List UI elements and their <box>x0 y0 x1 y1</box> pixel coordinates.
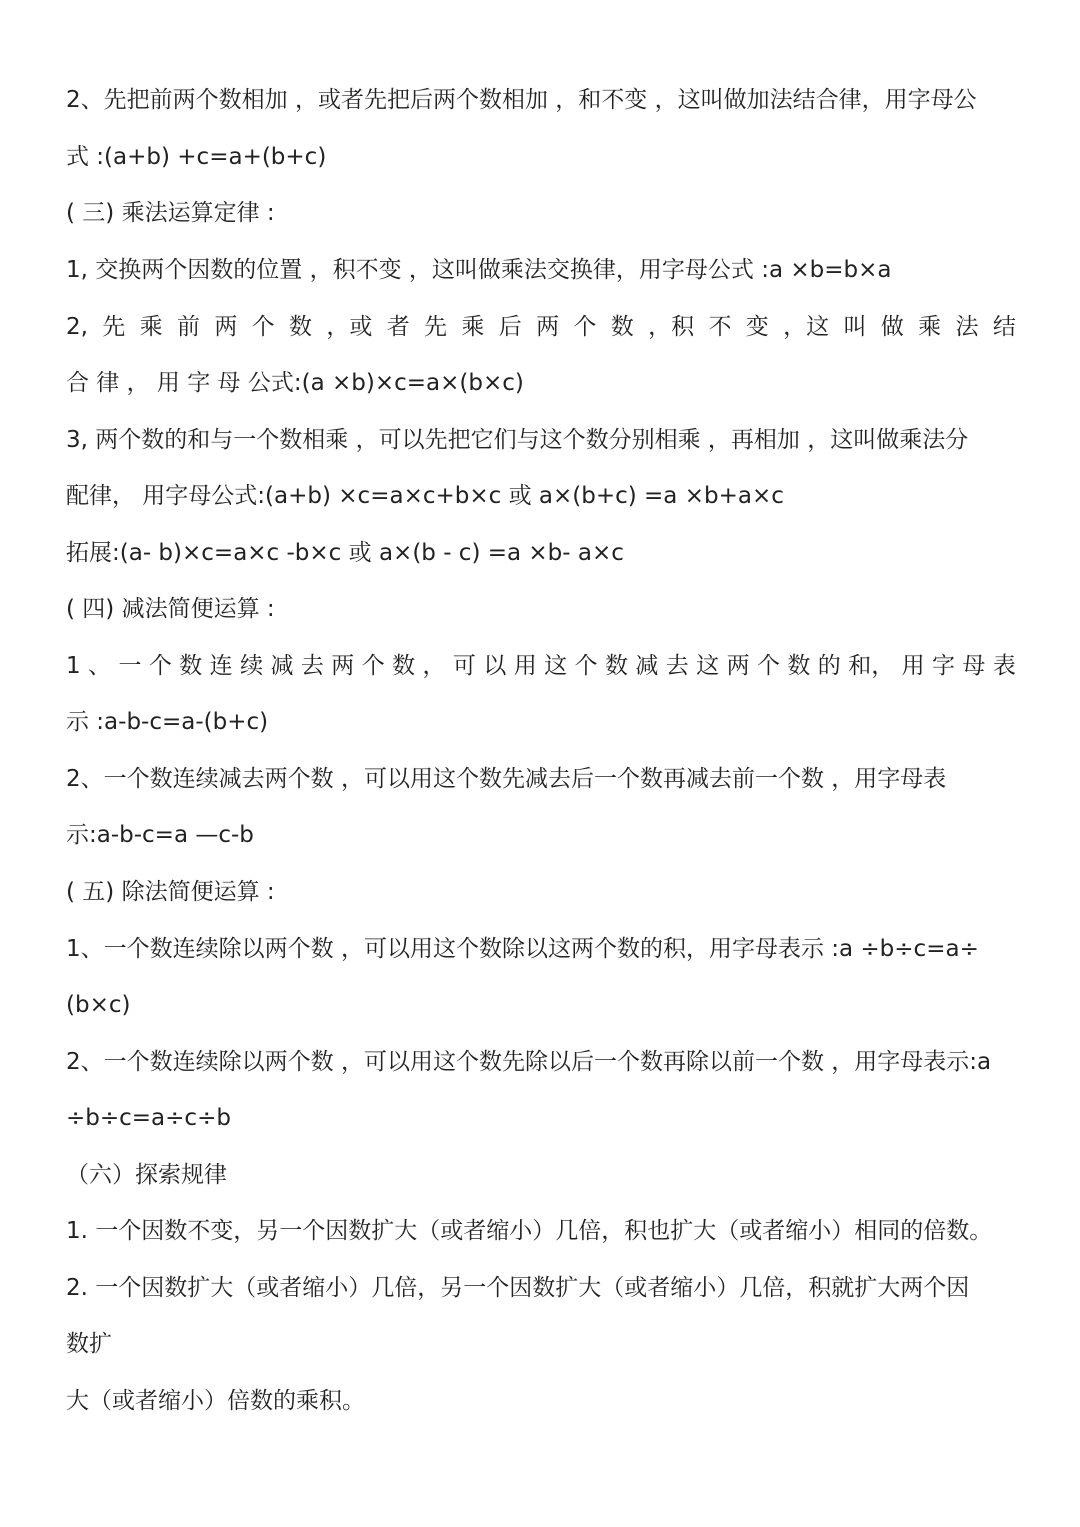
text-line: 1, 交换两个因数的位置 ，积不变 ，这叫做乘法交换律，用字母公式 :a ×b=b×a <box>66 257 892 283</box>
text-line-justified <box>66 307 1016 347</box>
text-line: 3, 两个数的和与一个数相乘 ，可以先把它们与这个数分别相乘 ，再相加 ，这叫做乘法分 <box>66 427 969 453</box>
text-token: 用 <box>901 653 925 679</box>
text-token: 乘 <box>461 314 485 340</box>
text-token: 2, <box>66 314 88 340</box>
text-token: 1 <box>66 653 81 679</box>
text-line: (b×c) <box>66 992 131 1018</box>
text-token: 连 <box>209 653 233 679</box>
text-token: 个 <box>573 314 597 340</box>
text-token: 个 <box>361 653 385 679</box>
text-token: 以 <box>483 653 507 679</box>
text-line: 1、一个数连续除以两个数 ，可以用这个数除以这两个数的积，用字母表示 :a ÷b÷c=a÷ <box>66 936 979 962</box>
text-line: 大（或者缩小）倍数的乘积。 <box>66 1388 365 1414</box>
text-line: 1. 一个因数不变，另一个因数扩大（或者缩小）几倍，积也扩大（或者缩小）相同的倍数。 <box>66 1218 993 1244</box>
text-token: 法 <box>955 314 979 340</box>
text-token: 续 <box>240 653 264 679</box>
text-token: 和， <box>848 653 895 679</box>
text-token: 乘 <box>139 314 163 340</box>
text-token: 做 <box>880 314 904 340</box>
text-token: 用 <box>513 653 537 679</box>
text-token: 数 <box>289 314 313 340</box>
text-line: 式 :(a+b) +c=a+(b+c) <box>66 144 327 170</box>
text-line: 合 律 ， 用 字 母 公式:(a ×b)×c=a×(b×c) <box>66 370 524 396</box>
text-token: 字 <box>932 653 956 679</box>
text-token: 个 <box>574 653 598 679</box>
text-token: 这 <box>696 653 720 679</box>
text-token: 两 <box>536 314 560 340</box>
text-token: 表 <box>992 653 1016 679</box>
text-token: ， <box>422 653 446 679</box>
text-token: 个 <box>251 314 275 340</box>
text-line: 示:a-b-c=a —c-b <box>66 822 254 848</box>
text-line: 2. 一个因数扩大（或者缩小）几倍，另一个因数扩大（或者缩小）几倍，积就扩大两个因 <box>66 1275 970 1301</box>
text-token: 后 <box>498 314 522 340</box>
text-token: ，积 <box>648 314 695 340</box>
text-token: 叫 <box>843 314 867 340</box>
text-token: 先 <box>102 314 126 340</box>
text-token: 可 <box>452 653 476 679</box>
text-token: 结 <box>992 314 1016 340</box>
text-token: 两 <box>726 653 750 679</box>
text-token: 减 <box>635 653 659 679</box>
text-line-justified <box>66 646 1016 686</box>
section-heading: ( 三) 乘法运算定律 : <box>66 200 275 226</box>
text-token: 去 <box>300 653 324 679</box>
text-token: 数 <box>787 653 811 679</box>
text-token: ，这 <box>783 314 830 340</box>
text-token: 者 <box>386 314 410 340</box>
text-token: 数 <box>392 653 416 679</box>
text-token: 个 <box>148 653 172 679</box>
text-token: 个 <box>756 653 780 679</box>
text-line: ÷b÷c=a÷c÷b <box>66 1105 231 1131</box>
text-token: 乘 <box>918 314 942 340</box>
text-token: ，或 <box>326 314 373 340</box>
text-line: 拓展:(a- b)×c=a×c -b×c 或 a×(b - c) =a ×b- a×c <box>66 540 624 566</box>
text-line: 数扩 <box>66 1331 112 1357</box>
text-token: 前 <box>176 314 200 340</box>
text-token: 先 <box>424 314 448 340</box>
text-line: 2、先把前两个数相加 ，或者先把后两个数相加 ，和不变 ，这叫做加法结合律，用字母公 <box>66 87 977 113</box>
text-token: 数 <box>610 314 634 340</box>
text-line: 2、一个数连续减去两个数 ，可以用这个数先减去后一个数再减去前一个数 ，用字母表 <box>66 766 947 792</box>
text-token: 两 <box>214 314 238 340</box>
text-token: 数 <box>604 653 628 679</box>
text-token: 去 <box>665 653 689 679</box>
section-heading: ( 五) 除法简便运算 : <box>66 879 275 905</box>
text-token: 两 <box>331 653 355 679</box>
section-heading: （六）探索规律 <box>66 1162 227 1188</box>
text-token: 这 <box>544 653 568 679</box>
text-token: 减 <box>270 653 294 679</box>
text-token: 、 <box>88 653 112 679</box>
text-line: 2、一个数连续除以两个数 ，可以用这个数先除以后一个数再除以前一个数 ，用字母表示:a <box>66 1049 992 1075</box>
text-token: 一 <box>118 653 142 679</box>
text-token: 数 <box>179 653 203 679</box>
text-line: 配律， 用字母公式:(a+b) ×c=a×c+b×c 或 a×(b+c) =a ×b+a×c <box>66 483 784 509</box>
text-line: 示 :a-b-c=a-(b+c) <box>66 709 269 735</box>
text-token: 变 <box>745 314 769 340</box>
text-token: 的 <box>817 653 841 679</box>
text-token: 母 <box>962 653 986 679</box>
section-heading: ( 四) 减法简便运算 : <box>66 596 275 622</box>
text-token: 不 <box>708 314 732 340</box>
